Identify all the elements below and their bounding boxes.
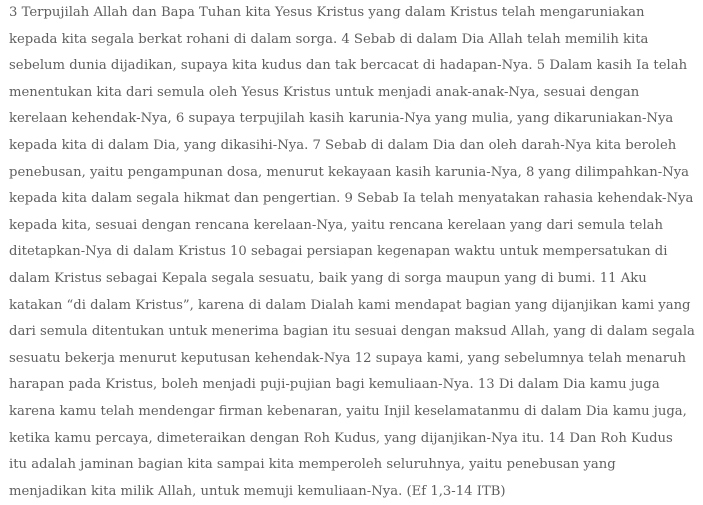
- passage-line: kepada kita segala berkat rohani di dalam sorga. 4 Sebab di dalam Dia Allah telah memilih kita: [9, 31, 649, 47]
- passage-line: menentukan kita dari semula oleh Yesus Kristus untuk menjadi anak-anak-Nya, sesuai dengan: [9, 84, 640, 100]
- passage-line: karena kamu telah mendengar firman kebenaran, yaitu Injil keselamatanmu di dalam Dia kamu juga,: [9, 403, 687, 419]
- passage-line: harapan pada Kristus, boleh menjadi puji-pujian bagi kemuliaan-Nya. 13 Di dalam Dia kamu juga: [9, 377, 660, 393]
- passage-line: kepada kita di dalam Dia, yang dikasihi-Nya. 7 Sebab di dalam Dia dan oleh darah-Nya kita beroleh: [9, 137, 677, 153]
- scripture-passage: [9, 0, 699, 505]
- passage-line: kepada kita dalam segala hikmat dan pengertian. 9 Sebab Ia telah menyatakan rahasia kehendak-Nya: [9, 191, 694, 207]
- passage-line: itu adalah jaminan bagian kita sampai kita memperoleh seluruhnya, yaitu penebusan yang: [9, 457, 616, 473]
- passage-line: kerelaan kehendak-Nya, 6 supaya terpujilah kasih karunia-Nya yang mulia, yang dikaruniakan-Nya: [9, 111, 674, 127]
- passage-line: ditetapkan-Nya di dalam Kristus 10 sebagai persiapan kegenapan waktu untuk mempersatukan di: [9, 244, 668, 260]
- passage-line: katakan “di dalam Kristus”, karena di dalam Dialah kami mendapat bagian yang dijanjikan kami yang: [9, 297, 691, 313]
- passage-line: sesuatu bekerja menurut keputusan kehendak-Nya 12 supaya kami, yang sebelumnya telah menaruh: [9, 350, 687, 366]
- passage-line: ketika kamu percaya, dimeteraikan dengan Roh Kudus, yang dijanjikan-Nya itu. 14 Dan Roh Kudus: [9, 430, 673, 446]
- passage-line: dari semula ditentukan untuk menerima bagian itu sesuai dengan maksud Allah, yang di dalam segala: [9, 324, 695, 340]
- passage-line: sebelum dunia dijadikan, supaya kita kudus dan tak bercacat di hadapan-Nya. 5 Dalam kasih Ia telah: [9, 58, 688, 74]
- passage-line: 3 Terpujilah Allah dan Bapa Tuhan kita Yesus Kristus yang dalam Kristus telah mengaruniakan: [9, 5, 645, 20]
- passage-line: penebusan, yaitu pengampunan dosa, menurut kekayaan kasih karunia-Nya, 8 yang dilimpahkan-Nya: [9, 164, 690, 180]
- passage-line: kepada kita, sesuai dengan rencana kerelaan-Nya, yaitu rencana kerelaan yang dari semula telah: [9, 217, 664, 233]
- passage-line-text: menjadikan kita milik Allah, untuk memuji kemuliaan-Nya.: [9, 483, 403, 499]
- passage-line: dalam Kristus sebagai Kepala segala sesuatu, baik yang di sorga maupun yang di bumi. 11 Aku: [9, 270, 647, 286]
- passage-reference: (Ef 1,3-14 ITB): [406, 483, 506, 499]
